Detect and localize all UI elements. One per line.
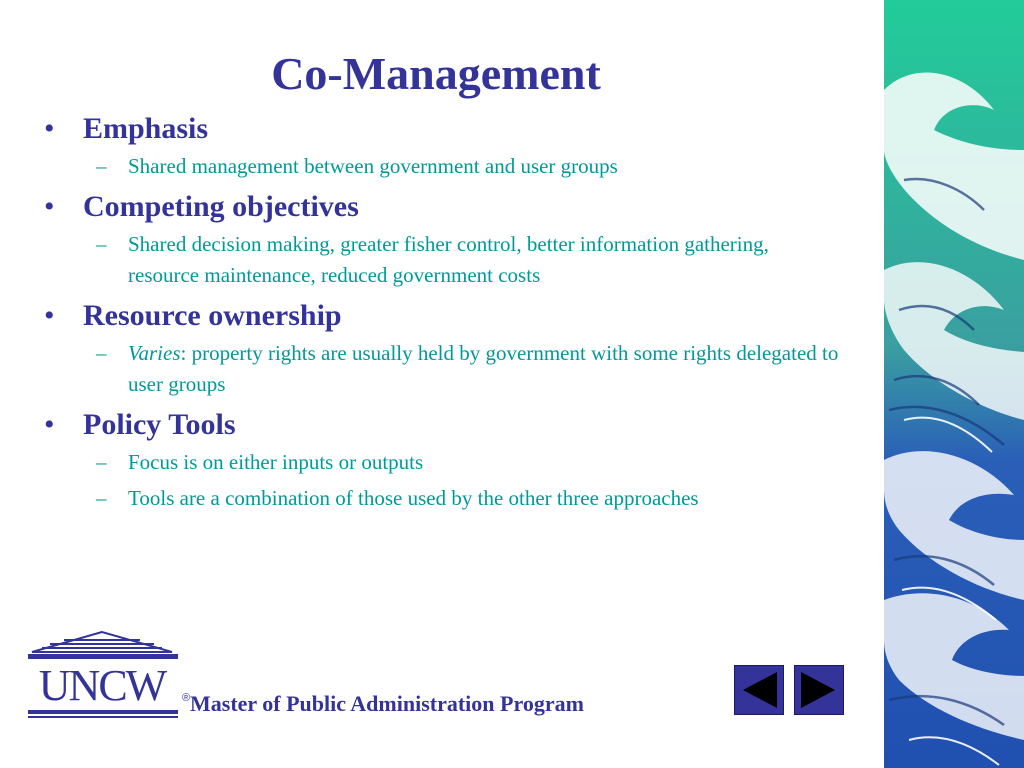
bullet-heading-text: Competing objectives (83, 190, 359, 223)
bullet-heading-text: Emphasis (83, 112, 209, 145)
sub-bullet-list (40, 447, 840, 514)
bullet-dot: • (44, 190, 55, 223)
sub-bullet-italic: Varies (128, 341, 181, 365)
registered-mark: ® (182, 692, 191, 704)
sub-bullet-dash: – (96, 486, 107, 510)
bullet-list (40, 110, 840, 520)
previous-slide-button[interactable] (734, 665, 784, 715)
sub-bullet (40, 229, 840, 291)
sub-bullet (40, 338, 840, 400)
sub-bullet (40, 483, 840, 514)
footer-program-name: Master of Public Administration Program (190, 691, 584, 716)
sub-bullet (40, 447, 840, 478)
bullet-dot: • (44, 112, 55, 145)
sub-bullet-text: : property rights are usually held by government with some rights delegated to user groups (128, 341, 839, 396)
bullet-item (40, 406, 840, 514)
wave-decoration (884, 0, 1024, 768)
bullet-heading (40, 188, 840, 226)
sub-bullet-list (40, 151, 840, 182)
sub-bullet-list (40, 338, 840, 400)
bullet-heading (40, 297, 840, 335)
bullet-item (40, 188, 840, 291)
bullet-dot: • (44, 408, 55, 441)
sub-bullet-text: Shared management between government and user groups (128, 154, 618, 178)
sub-bullet-list (40, 229, 840, 291)
bullet-dot: • (44, 299, 55, 332)
slide-title: Co-Management (271, 48, 601, 99)
sub-bullet-text: Tools are a combination of those used by the other three approaches (128, 486, 699, 510)
uncw-logo (24, 630, 191, 720)
logo-text: UNCW (38, 661, 166, 710)
bullet-heading (40, 406, 840, 444)
sub-bullet-dash: – (96, 450, 107, 474)
bullet-heading-text: Policy Tools (83, 408, 236, 441)
sub-bullet-dash: – (96, 154, 107, 178)
next-slide-button[interactable] (794, 665, 844, 715)
sub-bullet-text: Shared decision making, greater fisher control, better information gathering, resource maintenance, reduced government costs (128, 232, 769, 287)
bullet-item (40, 110, 840, 182)
bullet-item (40, 297, 840, 400)
triangle-left-icon (735, 666, 783, 714)
bullet-heading-text: Resource ownership (83, 299, 342, 332)
bullet-heading (40, 110, 840, 148)
sub-bullet-dash: – (96, 341, 107, 365)
triangle-right-icon (795, 666, 843, 714)
sub-bullet-text: Focus is on either inputs or outputs (128, 450, 424, 474)
sub-bullet (40, 151, 840, 182)
sub-bullet-dash: – (96, 232, 107, 256)
